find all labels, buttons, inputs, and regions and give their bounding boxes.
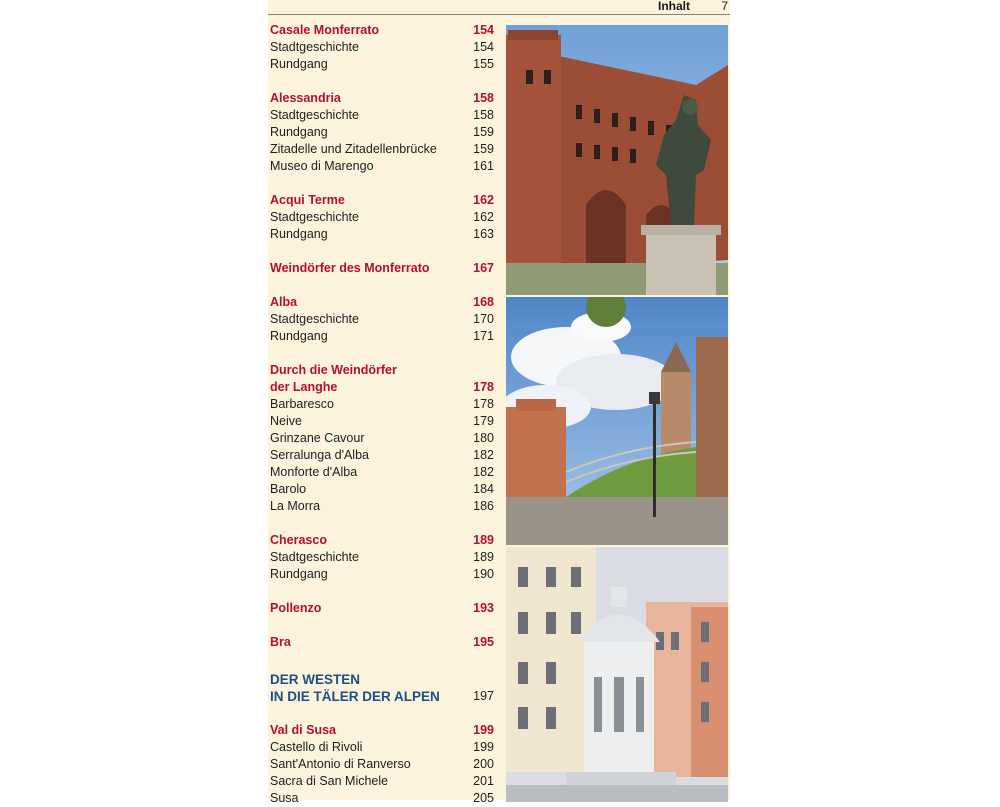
toc-entry-title: Neive xyxy=(270,414,302,428)
toc-entry-title: Castello di Rivoli xyxy=(270,740,363,754)
toc-heading[interactable] xyxy=(270,379,494,396)
toc-section[interactable] xyxy=(270,671,494,688)
toc-entry-page: 178 xyxy=(473,397,494,411)
toc-heading[interactable] xyxy=(270,600,494,617)
toc-entry[interactable] xyxy=(270,773,494,790)
toc-entry-title: Rundgang xyxy=(270,125,328,139)
toc-entry-page: 201 xyxy=(473,774,494,788)
toc-entry-page: 200 xyxy=(473,757,494,771)
toc-entry-title: Susa xyxy=(270,791,299,805)
toc-entry[interactable] xyxy=(270,498,494,515)
toc-entry[interactable] xyxy=(270,328,494,345)
toc-heading-title: Val di Susa xyxy=(270,723,337,737)
toc-entry-page: 190 xyxy=(473,567,494,581)
toc-section[interactable] xyxy=(270,688,494,705)
toc-heading-page: 162 xyxy=(473,193,494,207)
toc-heading-page: 189 xyxy=(473,533,494,547)
toc-entry[interactable] xyxy=(270,566,494,583)
toc-entry-title: Sant'Antonio di Ranverso xyxy=(270,757,411,771)
toc-entry-title: Stadtgeschichte xyxy=(270,210,359,224)
toc-entry[interactable] xyxy=(270,413,494,430)
toc-entry[interactable] xyxy=(270,209,494,226)
toc-heading[interactable] xyxy=(270,90,494,107)
toc-heading-page: 154 xyxy=(473,23,494,37)
toc-entry-page: 184 xyxy=(473,482,494,496)
toc-heading-page: 167 xyxy=(473,261,494,275)
piazza-with-bell-tower-photo xyxy=(506,297,728,545)
toc-heading[interactable] xyxy=(270,722,494,739)
toc-entry-title: Rundgang xyxy=(270,57,328,71)
header-title: Inhalt xyxy=(658,0,690,13)
toc-entry-title: Stadtgeschichte xyxy=(270,550,359,564)
toc-section-title-line2: IN DIE TÄLER DER ALPEN xyxy=(270,689,440,704)
toc-heading-title: Bra xyxy=(270,635,291,649)
toc-entry[interactable] xyxy=(270,756,494,773)
toc-entry-title: Zitadelle und Zitadellenbrücke xyxy=(270,142,437,156)
toc-entry-page: 163 xyxy=(473,227,494,241)
photo-column xyxy=(506,25,728,802)
toc-entry-title: La Morra xyxy=(270,499,321,513)
toc-entry-title: Rundgang xyxy=(270,329,328,343)
toc-entry-title: Stadtgeschichte xyxy=(270,312,359,326)
toc-heading-page: 178 xyxy=(473,380,494,394)
toc-heading-title: Weindörfer des Monferrato xyxy=(270,261,430,275)
toc-heading-title-line2: der Langhe xyxy=(270,380,338,394)
table-of-contents xyxy=(270,22,494,807)
toc-entry[interactable] xyxy=(270,226,494,243)
toc-entry-title: Grinzane Cavour xyxy=(270,431,365,445)
toc-heading[interactable] xyxy=(270,192,494,209)
toc-entry-page: 159 xyxy=(473,125,494,139)
toc-entry-title: Museo di Marengo xyxy=(270,159,374,173)
toc-entry-page: 158 xyxy=(473,108,494,122)
toc-entry-page: 155 xyxy=(473,57,494,71)
toc-entry[interactable] xyxy=(270,158,494,175)
toc-entry[interactable] xyxy=(270,39,494,56)
toc-entry[interactable] xyxy=(270,124,494,141)
toc-entry[interactable] xyxy=(270,311,494,328)
toc-heading-title: Pollenzo xyxy=(270,601,322,615)
toc-entry-page: 170 xyxy=(473,312,494,326)
toc-heading-title: Acqui Terme xyxy=(270,193,345,207)
toc-entry-title: Barbaresco xyxy=(270,397,334,411)
toc-heading[interactable] xyxy=(270,634,494,651)
toc-entry-page: 205 xyxy=(473,791,494,805)
toc-entry-title: Monforte d'Alba xyxy=(270,465,358,479)
toc-entry-page: 159 xyxy=(473,142,494,156)
toc-heading[interactable] xyxy=(270,362,494,379)
toc-entry-page: 154 xyxy=(473,40,494,54)
toc-entry-page: 182 xyxy=(473,448,494,462)
toc-entry-page: 182 xyxy=(473,465,494,479)
toc-entry[interactable] xyxy=(270,56,494,73)
toc-entry[interactable] xyxy=(270,464,494,481)
toc-entry-page: 199 xyxy=(473,740,494,754)
toc-entry[interactable] xyxy=(270,739,494,756)
toc-entry-title: Barolo xyxy=(270,482,307,496)
toc-entry[interactable] xyxy=(270,790,494,807)
toc-entry-page: 171 xyxy=(473,329,494,343)
toc-section-title-line1: DER WESTEN xyxy=(270,672,361,687)
toc-entry[interactable] xyxy=(270,447,494,464)
toc-heading[interactable] xyxy=(270,532,494,549)
book-page xyxy=(268,0,730,805)
toc-heading-page: 168 xyxy=(473,295,494,309)
toc-entry-title: Sacra di San Michele xyxy=(270,774,389,788)
toc-heading[interactable] xyxy=(270,22,494,39)
toc-entry[interactable] xyxy=(270,141,494,158)
toc-entry-title: Rundgang xyxy=(270,227,328,241)
toc-entry[interactable] xyxy=(270,107,494,124)
toc-heading-title: Alba xyxy=(270,295,298,309)
toc-entry[interactable] xyxy=(270,430,494,447)
toc-entry[interactable] xyxy=(270,396,494,413)
toc-heading-title: Alessandria xyxy=(270,91,341,105)
page-number: 7 xyxy=(721,0,728,13)
toc-entry[interactable] xyxy=(270,549,494,566)
toc-heading-title: Casale Monferrato xyxy=(270,23,380,37)
toc-entry[interactable] xyxy=(270,481,494,498)
toc-heading[interactable] xyxy=(270,260,494,277)
roman-gate-with-statue-photo xyxy=(506,25,728,295)
fountain-pavilion-photo xyxy=(506,547,728,802)
toc-entry-title: Stadtgeschichte xyxy=(270,108,359,122)
toc-section-page: 197 xyxy=(473,689,494,703)
toc-heading[interactable] xyxy=(270,294,494,311)
toc-heading-page: 195 xyxy=(473,635,494,649)
toc-heading-title: Cherasco xyxy=(270,533,327,547)
toc-heading-page: 199 xyxy=(473,723,494,737)
toc-entry-page: 179 xyxy=(473,414,494,428)
toc-entry-page: 162 xyxy=(473,210,494,224)
toc-entry-page: 189 xyxy=(473,550,494,564)
toc-heading-title-line1: Durch die Weindörfer xyxy=(270,363,397,377)
toc-entry-title: Rundgang xyxy=(270,567,328,581)
toc-heading-page: 158 xyxy=(473,91,494,105)
toc-entry-page: 186 xyxy=(473,499,494,513)
toc-entry-title: Serralunga d'Alba xyxy=(270,448,369,462)
toc-entry-title: Stadtgeschichte xyxy=(270,40,359,54)
toc-heading-page: 193 xyxy=(473,601,494,615)
toc-entry-page: 180 xyxy=(473,431,494,445)
running-header xyxy=(268,0,730,15)
toc-entry-page: 161 xyxy=(473,159,494,173)
